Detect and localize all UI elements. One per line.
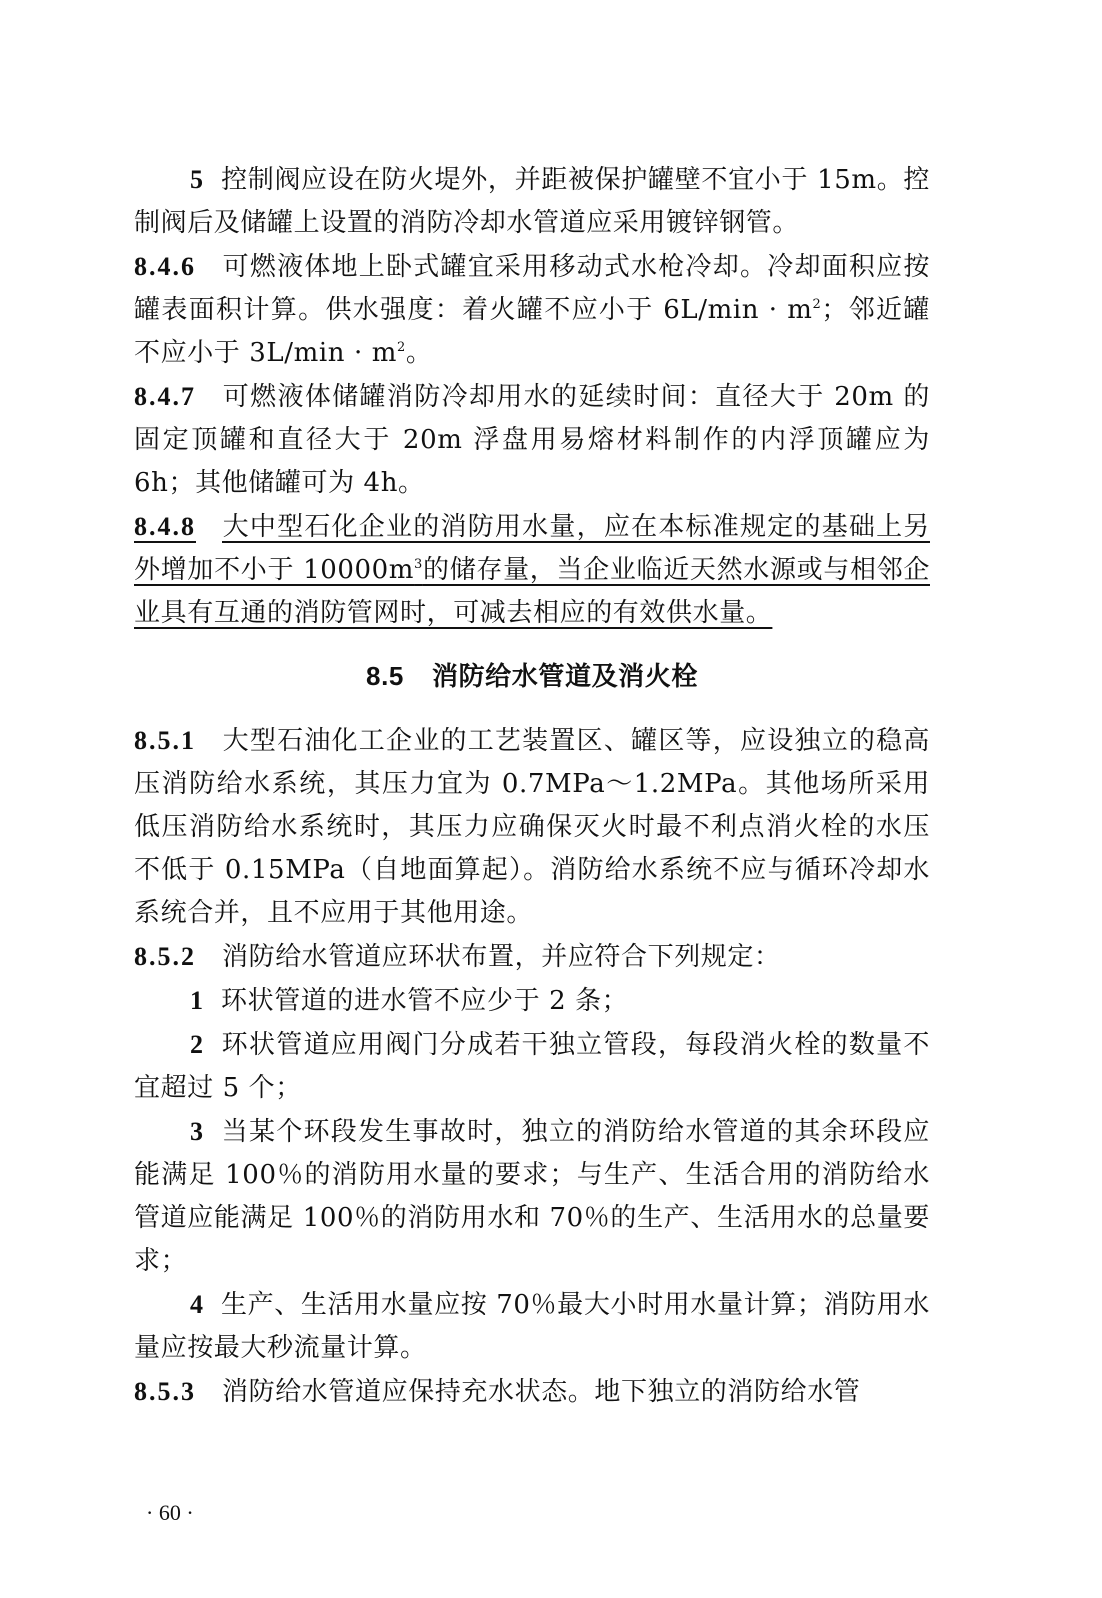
- clause-number: 8.4.6: [134, 252, 196, 281]
- item-text: 环状管道应用阀门分成若干独立管段，每段消火栓的数量不宜超过 5 个；: [134, 1030, 930, 1103]
- clause-8-5-1: [134, 719, 930, 935]
- superscript: 2: [397, 340, 406, 355]
- item-text: 生产、生活用水量应按 70％最大小时用水量计算；消防用水量应按最大秒流量计算。: [134, 1290, 930, 1363]
- clause-number: 8.5.2: [134, 942, 196, 971]
- clause-number: 8.4.8: [134, 512, 196, 541]
- clause-text: 大型石油化工企业的工艺装置区、罐区等，应设独立的稳高压消防给水系统，其压力宜为 0.7MPa～1.2MPa。其他场所采用低压消防给水系统时，其压力应确保灭火时最不利点消火栓的水压不低于 0.15MPa（自地面算起）。消防给水系统不应与循环冷却水系统合并，且不应用于其他用途。: [134, 726, 930, 928]
- item-text: 环状管道的进水管不应少于 2 条；: [221, 986, 629, 1016]
- clause-8-5-2: [134, 935, 930, 979]
- item-number: 5: [190, 165, 205, 194]
- clause-8-5-2-item-1: [134, 979, 930, 1023]
- clause-text: ；邻近罐不应小于 3L/min · m: [134, 295, 930, 368]
- item-number: 1: [190, 986, 205, 1015]
- clause-8-5-2-item-4: [134, 1283, 930, 1370]
- item-number: 2: [190, 1030, 205, 1059]
- clause-text: 。: [405, 338, 433, 368]
- section-heading: [134, 655, 930, 699]
- clause-number: 8.5.1: [134, 726, 196, 755]
- section-number: 8.5: [366, 661, 404, 691]
- clause-8-4-7: [134, 375, 930, 505]
- clause-number: 8.4.7: [134, 382, 196, 411]
- item-text: 当某个环段发生事故时，独立的消防给水管道的其余环段应能满足 100％的消防用水量的要求；与生产、生活合用的消防给水管道应能满足 100％的消防用水和 70％的生产、生活用水的总量要求；: [134, 1117, 930, 1276]
- clause-8-5-3: [134, 1370, 930, 1414]
- clause-text: 消防给水管道应保持充水状态。地下独立的消防给水管: [222, 1377, 861, 1407]
- item-number: 3: [190, 1117, 205, 1146]
- clause-text: 可燃液体地上卧式罐宜采用移动式水枪冷却。冷却面积应按罐表面积计算。供水强度：着火罐不应小于 6L/min · m: [134, 252, 930, 325]
- document-page: [134, 158, 930, 1414]
- clause-8-4-5-item-5: [134, 158, 930, 245]
- section-title: 消防给水管道及消火栓: [431, 662, 698, 692]
- superscript: 3: [414, 557, 423, 572]
- clause-8-5-2-item-3: [134, 1110, 930, 1283]
- page-number: · 60 ·: [146, 1500, 194, 1525]
- clause-text: 的储存量，当企业临近天然水源或与相邻企业具有互通的消防管网时，可减去相应的有效供水量。: [134, 555, 930, 628]
- clause-number: 8.5.3: [134, 1377, 196, 1406]
- clause-text: 可燃液体储罐消防冷却用水的延续时间：直径大于 20m 的固定顶罐和直径大于 20m 浮盘用易熔材料制作的内浮顶罐应为 6h；其他储罐可为 4h。: [134, 382, 930, 498]
- superscript: 2: [812, 297, 822, 312]
- clause-text: 消防给水管道应环状布置，并应符合下列规定：: [222, 942, 781, 972]
- item-number: 4: [190, 1290, 205, 1319]
- clause-8-4-6: [134, 245, 930, 375]
- revised-clause-block: [134, 505, 930, 635]
- clause-8-4-8: [134, 505, 930, 635]
- clause-8-5-2-item-2: [134, 1023, 930, 1110]
- item-text: 控制阀应设在防火堤外，并距被保护罐壁不宜小于 15m。控制阀后及储罐上设置的消防冷却水管道应采用镀锌钢管。: [134, 165, 930, 238]
- clause-text: 大中型石化企业的消防用水量，应在本标准规定的基础上另外增加不小于 10000m: [134, 512, 930, 585]
